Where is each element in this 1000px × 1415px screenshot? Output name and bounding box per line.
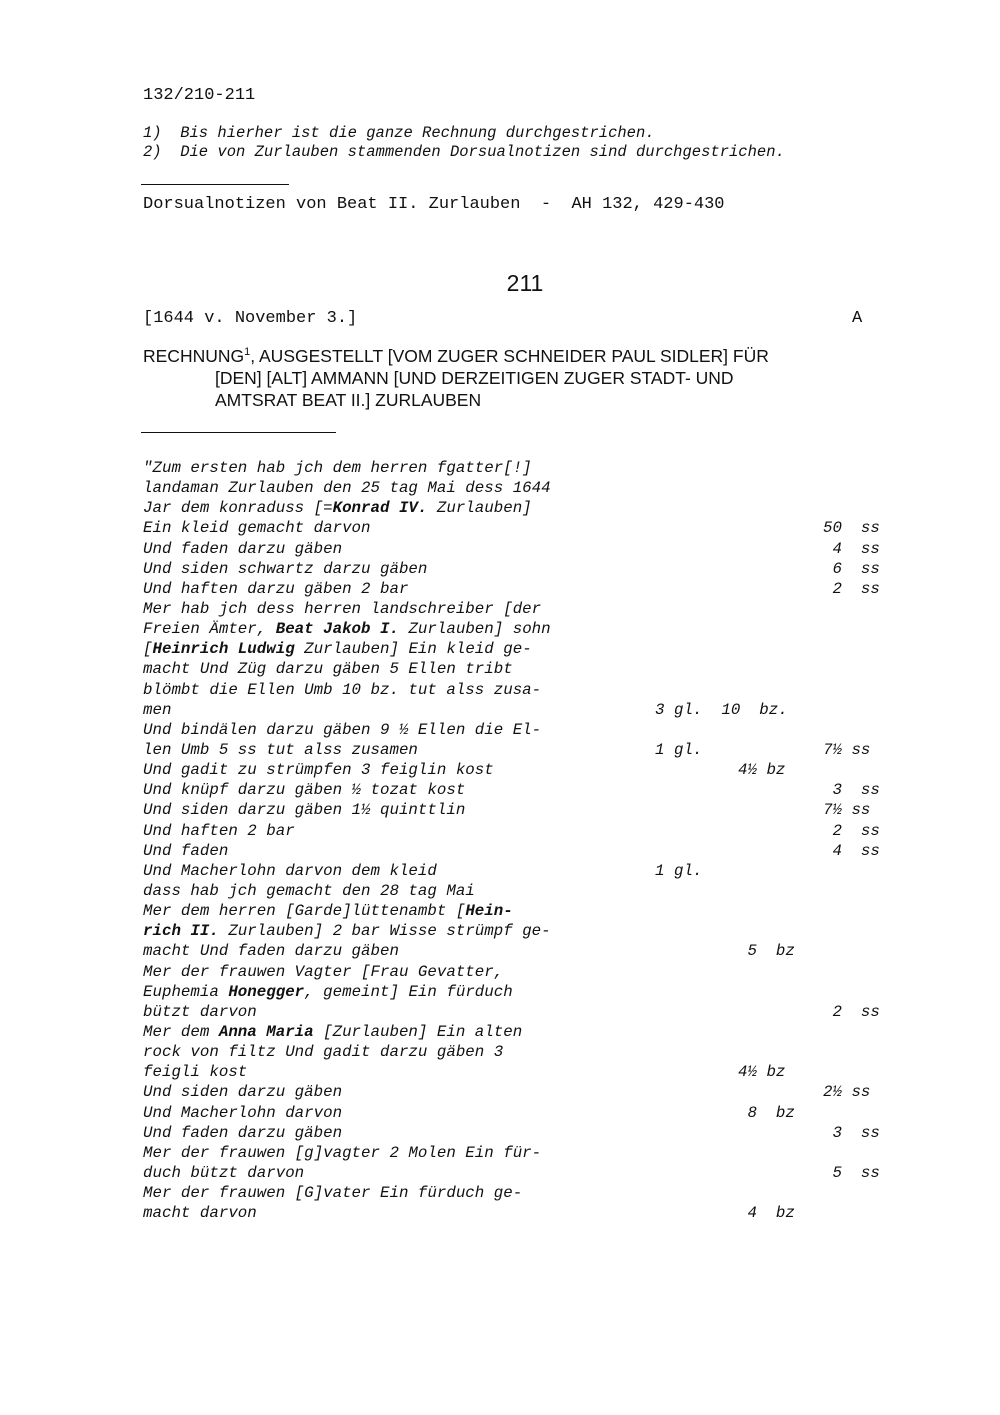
document-title — [143, 345, 903, 411]
footnote-2: 2) Die von Zurlauben stammenden Dorsualnotizen sind durchgestrichen. — [143, 143, 785, 161]
amount-ss: 7½ ss — [823, 801, 871, 820]
title-line-2: [DEN] [ALT] AMMANN [UND DERZEITIGEN ZUGER STADT- UND — [215, 368, 734, 388]
amount-gl: 1 gl. — [655, 740, 703, 759]
amount-gl: 1 gl. — [655, 861, 703, 880]
amount-ss: 50 ss — [823, 519, 880, 538]
amount-ss: 5 ss — [823, 1163, 880, 1182]
person-name: Heinrich Ludwig — [152, 640, 295, 659]
amount-ss: 2 ss — [823, 1002, 880, 1021]
amount-ss: 4 ss — [823, 841, 880, 860]
title-line-3: AMTSRAT BEAT II.] ZURLAUBEN — [215, 390, 482, 410]
person-name: Hein- — [465, 902, 513, 921]
amount-ss: 7½ ss — [823, 740, 871, 759]
person-name: Honegger — [228, 982, 305, 1001]
amount-bz: 4½ bz — [738, 1063, 786, 1082]
amount-ss: 2 ss — [823, 821, 880, 840]
title-rule — [141, 432, 336, 433]
title-text: RECHNUNG — [143, 346, 245, 366]
amount-ss: 4 ss — [823, 539, 880, 558]
separator-rule — [141, 184, 289, 185]
dorsual-notes-line: Dorsualnotizen von Beat II. Zurlauben - AH 132, 429-430 — [143, 195, 725, 214]
amount-ss: 3 ss — [823, 781, 880, 800]
amount-gl: 3 gl. 10 bz. — [655, 700, 788, 719]
page-reference: 132/210-211 — [143, 86, 256, 105]
amount-bz: 5 bz — [738, 942, 795, 961]
footnote-marker: 1 — [244, 346, 251, 358]
amount-bz: 8 bz — [738, 1103, 795, 1122]
person-name: Anna Maria — [218, 1022, 314, 1041]
title-text: , AUSGESTELLT [VOM ZUGER SCHNEIDER PAUL SIDLER] FÜR — [250, 346, 769, 366]
amount-ss: 6 ss — [823, 559, 880, 578]
amount-ss: 2½ ss — [823, 1083, 871, 1102]
amount-bz: 4½ bz — [738, 761, 786, 780]
document-letter: A — [852, 309, 863, 328]
person-name: rich II. — [143, 922, 219, 941]
footnote-1: 1) Bis hierher ist die ganze Rechnung durchgestrichen. — [143, 124, 655, 142]
amount-ss: 3 ss — [823, 1123, 880, 1142]
person-name: Beat Jakob I. — [275, 620, 399, 639]
amount-bz: 4 bz — [738, 1204, 795, 1223]
document-number: 211 — [506, 270, 544, 296]
amount-ss: 2 ss — [823, 579, 880, 598]
document-date: [1644 v. November 3.] — [143, 309, 358, 328]
person-name: Konrad IV. — [332, 499, 428, 518]
